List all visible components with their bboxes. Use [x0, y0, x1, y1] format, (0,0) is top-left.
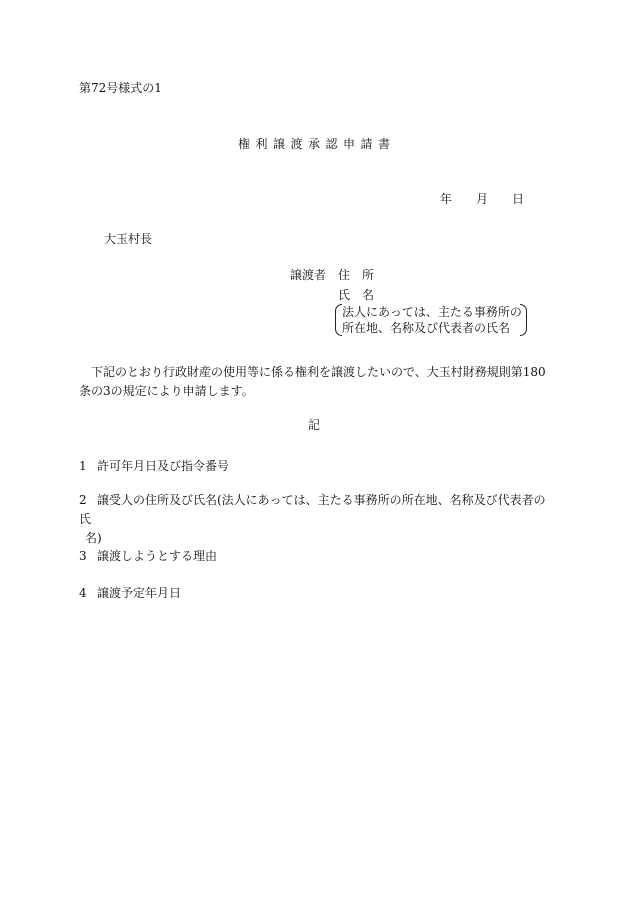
item-text: 譲渡予定年月日 — [97, 586, 182, 600]
item-number: 3 — [79, 549, 87, 563]
item-number: 1 — [79, 459, 87, 473]
name-label — [338, 289, 374, 301]
right-bracket — [520, 304, 527, 336]
name-label-char-1: 氏 — [338, 288, 351, 302]
page-title: 権利譲渡承認申請書 — [238, 137, 396, 151]
address-label-char-1: 住 — [338, 268, 351, 282]
item-number: 2 — [79, 493, 87, 507]
date-line — [440, 193, 524, 205]
item-text-continued: 名) — [85, 531, 102, 545]
item-number: 4 — [79, 586, 87, 600]
form-number: 第72号様式の1 — [79, 81, 162, 95]
list-item — [79, 457, 551, 476]
addressee: 大玉村長 — [104, 232, 153, 246]
name-label-char-2: 名 — [362, 288, 375, 302]
year-label: 年 — [440, 192, 453, 206]
corporate-note — [335, 304, 527, 336]
list-item — [79, 584, 551, 603]
list-item — [79, 491, 551, 548]
ki-heading: 記 — [308, 418, 321, 432]
item-text: 譲受人の住所及び氏名(法人にあっては、主たる事務所の所在地、名称及び代表者の氏 — [79, 493, 546, 526]
item-text: 許可年月日及び指令番号 — [97, 459, 230, 473]
address-label-char-2: 所 — [362, 268, 375, 282]
body-text: 下記のとおり行政財産の使用等に係る権利を譲渡したいので、大玉村財務規則第180条の3の規定により申請します。 — [79, 365, 546, 398]
applicant-label: 譲渡者 — [290, 268, 327, 282]
item-text: 譲渡しようとする理由 — [97, 549, 218, 563]
left-bracket — [335, 304, 342, 336]
address-label — [338, 269, 374, 281]
list-item — [79, 547, 551, 566]
day-label: 日 — [512, 192, 525, 206]
month-label: 月 — [476, 192, 489, 206]
corporate-note-line-2: 所在地、名称及び代表者の氏名 — [342, 321, 511, 335]
corporate-note-line-1: 法人にあっては、主たる事務所の — [342, 305, 522, 319]
